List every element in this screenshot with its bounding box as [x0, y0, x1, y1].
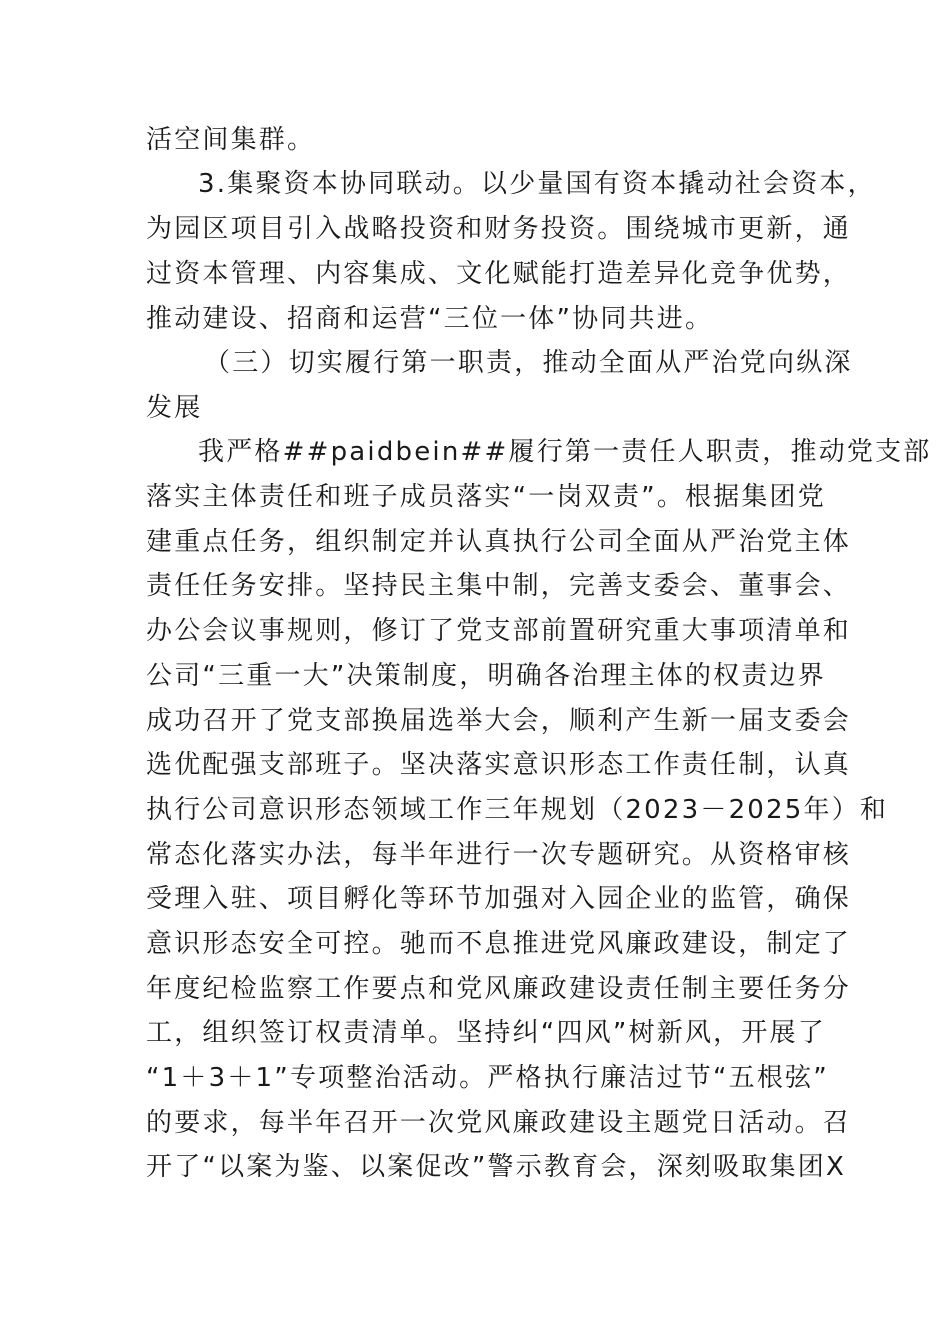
text-line-16: 执行公司意识形态领域工作三年规划（2023－2025年）和 [146, 795, 889, 825]
text-line-11: 责任任务安排。坚持民主集中制，完善支委会、董事会、 [146, 571, 852, 601]
text-line-24: 开了“以案为鉴、以案促改”警示教育会，深刻吸取集团X [146, 1152, 846, 1182]
text-line-5: 推动建设、招商和运营“三位一体”协同共进。 [146, 304, 714, 334]
text-line-10: 建重点任务，组织制定并认真执行公司全面从严治党主体 [146, 527, 852, 557]
paragraph-start: 我严格##paidbein##履行第一责任人职责，推动党支部 [198, 437, 932, 467]
text-line-13: 公司“三重一大”决策制度，明确各治理主体的权责边界 [146, 661, 826, 691]
text-line-14: 成功召开了党支部换届选举大会，顺利产生新一届支委会 [146, 706, 852, 736]
text-line-1: 活空间集群。 [146, 125, 316, 155]
text-line-12: 办公会议事规则，修订了党支部前置研究重大事项清单和 [146, 616, 852, 646]
text-line-19: 意识形态安全可控。驰而不息推进党风廉政建设，制定了 [146, 929, 852, 959]
text-line-22: “1＋3＋1”专项整治活动。严格执行廉洁过节“五根弦” [146, 1063, 829, 1093]
section-heading-3-cont: 发展 [146, 393, 203, 423]
text-line-20: 年度纪检监察工作要点和党风廉政建设责任制主要任务分 [146, 974, 852, 1004]
heading-3-capital-synergy: 3.集聚资本协同联动。以少量国有资本撬动社会资本， [198, 169, 876, 199]
text-line-15: 选优配强支部班子。坚决落实意识形态工作责任制，认真 [146, 750, 852, 780]
text-line-17: 常态化落实办法，每半年进行一次专题研究。从资格审核 [146, 840, 852, 870]
text-line-4: 过资本管理、内容集成、文化赋能打造差异化竞争优势， [146, 259, 852, 289]
section-heading-3: （三）切实履行第一职责，推动全面从严治党向纵深 [204, 348, 853, 378]
text-line-9: 落实主体责任和班子成员落实“一岗双责”。根据集团党 [146, 482, 826, 512]
text-line-23: 的要求，每半年召开一次党风廉政建设主题党日活动。召 [146, 1108, 852, 1138]
text-line-3: 为园区项目引入战略投资和财务投资。围绕城市更新，通 [146, 214, 852, 244]
text-line-21: 工，组织签订权责清单。坚持纠“四风”树新风，开展了 [146, 1018, 826, 1048]
text-line-18: 受理入驻、项目孵化等环节加强对入园企业的监管，确保 [146, 884, 852, 914]
